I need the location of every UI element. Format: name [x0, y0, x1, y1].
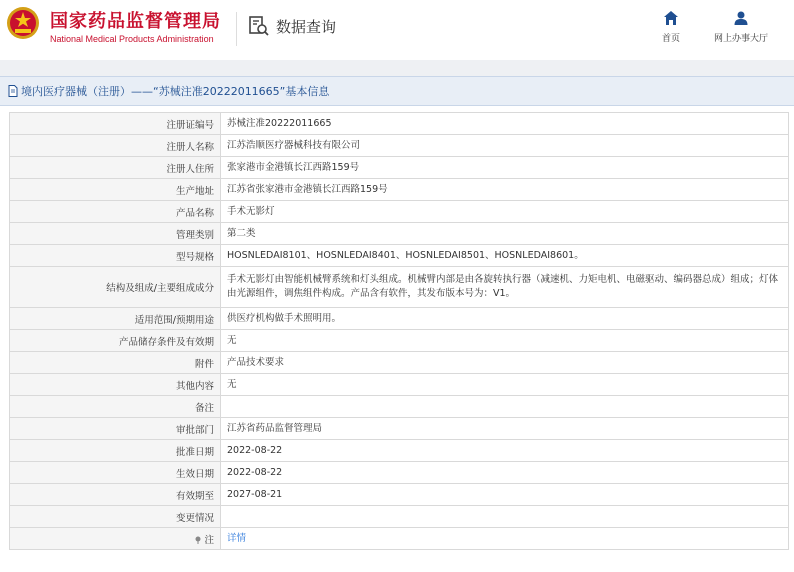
document-icon: [8, 85, 18, 97]
nav-home[interactable]: [662, 10, 680, 44]
nav-home-label: 首页: [662, 34, 681, 44]
row-label: 型号规格: [10, 245, 221, 267]
row-label: 注册证编号: [10, 113, 221, 135]
table-row: [10, 396, 789, 418]
document-search-icon: [248, 15, 270, 37]
row-value: 2022-08-22: [221, 462, 789, 484]
data-query-brand: [248, 14, 336, 38]
table-row: [10, 462, 789, 484]
row-value: 2022-08-22: [221, 440, 789, 462]
table-row: [10, 267, 789, 308]
row-value: 产品技术要求: [221, 352, 789, 374]
row-value: 张家港市金港镇长江西路159号: [221, 157, 789, 179]
row-value: 无: [221, 374, 789, 396]
row-value: 江苏浩顺医疗器械科技有限公司: [221, 135, 789, 157]
row-label: 结构及组成/主要组成成分: [10, 267, 221, 308]
row-value: 手术无影灯由智能机械臂系统和灯头组成。机械臂内部是由各旋转执行器（减速机、力矩电机、电磁驱动、编码器总成）组成；灯体由光源组件，调焦组件构成。产品含有软件，其发布版本号为：V1。: [221, 267, 789, 308]
table-row: [10, 330, 789, 352]
org-name-cn: 国家药品监督管理局: [50, 11, 221, 32]
row-value: HOSNLEDAI8101、HOSNLEDAI8401、HOSNLEDAI8501、HOSNLEDAI8601。: [221, 245, 789, 267]
org-name-en: National Medical Products Administration: [50, 34, 214, 44]
row-label: 产品储存条件及有效期: [10, 330, 221, 352]
row-label: 适用范围/预期用途: [10, 308, 221, 330]
table-row: [10, 308, 789, 330]
row-value: [221, 396, 789, 418]
note-label: 注: [204, 534, 214, 546]
registration-info-table: [9, 112, 789, 550]
user-icon: [733, 10, 749, 26]
row-value: 江苏省药品监督管理局: [221, 418, 789, 440]
note-label-cell: [10, 528, 221, 550]
table-row: [10, 484, 789, 506]
row-label: 注册人名称: [10, 135, 221, 157]
table-row: [10, 506, 789, 528]
row-label: 备注: [10, 396, 221, 418]
row-label: 变更情况: [10, 506, 221, 528]
header-divider: [236, 12, 237, 46]
row-value: 2027-08-21: [221, 484, 789, 506]
row-value: 无: [221, 330, 789, 352]
detail-title-text: 境内医疗器械（注册）——“苏械注准20222011665”基本信息: [21, 85, 330, 98]
table-row: [10, 113, 789, 135]
row-label: 生效日期: [10, 462, 221, 484]
row-value: [221, 506, 789, 528]
table-row-note: [10, 528, 789, 550]
national-emblem-icon: [6, 6, 40, 40]
table-row: [10, 201, 789, 223]
site-header: [0, 0, 794, 60]
home-icon: [663, 10, 679, 26]
row-label: 生产地址: [10, 179, 221, 201]
table-row: [10, 352, 789, 374]
note-value-cell: [221, 528, 789, 550]
row-value: 江苏省张家港市金港镇长江西路159号: [221, 179, 789, 201]
table-row: [10, 179, 789, 201]
row-value: 手术无影灯: [221, 201, 789, 223]
row-label: 批准日期: [10, 440, 221, 462]
table-row: [10, 440, 789, 462]
nav-office-label: 网上办事大厅: [714, 34, 769, 44]
row-label: 产品名称: [10, 201, 221, 223]
table-row: [10, 157, 789, 179]
row-label: 注册人住所: [10, 157, 221, 179]
row-label: 附件: [10, 352, 221, 374]
table-row: [10, 418, 789, 440]
row-value: 第二类: [221, 223, 789, 245]
table-row: [10, 223, 789, 245]
table-row: [10, 135, 789, 157]
row-label: 管理类别: [10, 223, 221, 245]
detail-title-bar: [0, 76, 794, 106]
table-row: [10, 245, 789, 267]
row-value: 苏械注准20222011665: [221, 113, 789, 135]
nav-online-office[interactable]: [714, 10, 768, 44]
row-value: 供医疗机构做手术照明用。: [221, 308, 789, 330]
data-query-title: 数据查询: [276, 17, 337, 36]
row-label: 审批部门: [10, 418, 221, 440]
row-label: 有效期至: [10, 484, 221, 506]
header-band: [0, 60, 794, 76]
table-row: [10, 374, 789, 396]
row-label: 其他内容: [10, 374, 221, 396]
details-link[interactable]: 详情: [227, 532, 247, 544]
pin-icon: [194, 536, 202, 544]
